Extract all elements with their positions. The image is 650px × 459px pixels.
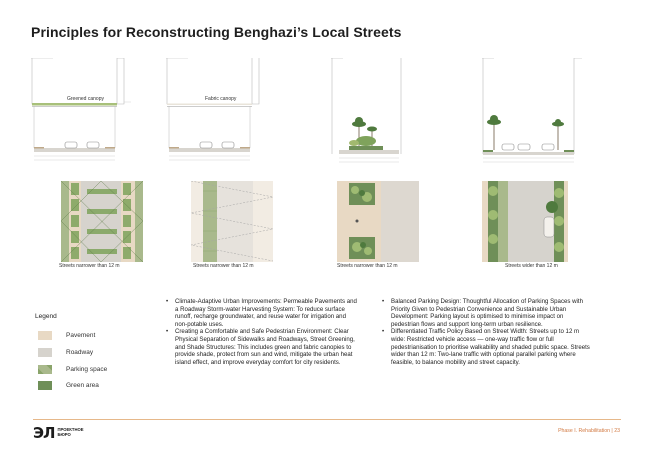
legend-item-roadway [38, 347, 93, 357]
roadway-swatch [38, 348, 52, 357]
legend-label: Pavement [66, 331, 96, 339]
bullets-right [380, 298, 590, 366]
logo-mark: ЭЛ [33, 424, 55, 442]
bureau-logo [33, 424, 84, 442]
legend-title: Legend [35, 313, 57, 320]
logo-line: БЮРО [57, 432, 71, 437]
legend-item-pavement [38, 330, 95, 340]
section-caption: Streets narrower than 12 m [337, 263, 398, 269]
plan-fabric-canopy [191, 181, 273, 262]
street-section-palms-wide [482, 58, 582, 176]
logo-text [57, 428, 83, 437]
canopy-label: Fabric canopy [205, 96, 237, 102]
legend-label: Green area [66, 381, 99, 389]
canopy-label: Greened canopy [67, 96, 104, 102]
page-title: Principles for Reconstructing Benghazi’s Local Streets [31, 24, 402, 40]
page-number-label: Phase I. Rehabilitation | 23 [558, 428, 620, 434]
legend-label: Parking space [66, 365, 108, 373]
plan-narrow-green [337, 181, 419, 262]
bullet-item: • Differentiated Traffic Policy Based on Street Width: Streets up to 12 m wide: Restricted vehicle access — one-way traffic flow or full pedestrianisation to prioritise walkability and shaded public space. Streets wider than 12 m: Two-lane traffic with optional parallel parking where feasible, to balance mobility and street capacity. [380, 328, 590, 366]
bullet-item: • Creating a Comfortable and Safe Pedestrian Environment: Clear Physical Separation of Sidewalks and Roadways, Street Greening, and Shade Structures: This includes green and fabric canopies to provide shade, protect from sun and wind, mitigate the urban heat island effect, and improve everyday comfort for city residents. [164, 328, 357, 366]
logo-line: ПРОЕКТНОЕ [57, 427, 84, 433]
section-caption: Streets narrower than 12 m [59, 263, 120, 269]
street-section-greened-canopy [31, 58, 149, 176]
section-caption: Streets narrower than 12 m [193, 263, 254, 269]
footer-divider [33, 419, 621, 420]
bullets-left [164, 298, 357, 366]
street-section-fabric-canopy [166, 58, 284, 176]
bullet-item: • Climate-Adaptive Urban Improvements: Permeable Pavements and a Roadway Storm-water Harvesting System: To reduce surface runoff, recharge groundwater, and reuse water for irrigation and non-potable uses. [164, 298, 357, 328]
legend-label: Roadway [66, 348, 94, 356]
legend-item-green [38, 380, 99, 390]
pavement-swatch [38, 331, 52, 340]
green-swatch [38, 381, 52, 390]
bullet-item: • Balanced Parking Design: Thoughtful Allocation of Parking Spaces with Priority Given to Pedestrian Convenience and Sustainable Urban Development: Parking layout is optimised to minimise impact on pedestrian flows and support long-term urban resilience. [380, 298, 590, 328]
plan-greened-canopy [61, 181, 143, 262]
legend-item-parking [38, 364, 107, 374]
parking-swatch [38, 365, 52, 374]
plan-wide-street [482, 181, 568, 262]
street-section-palms-narrow [331, 58, 411, 176]
section-caption: Streets wider than 12 m [505, 263, 558, 269]
